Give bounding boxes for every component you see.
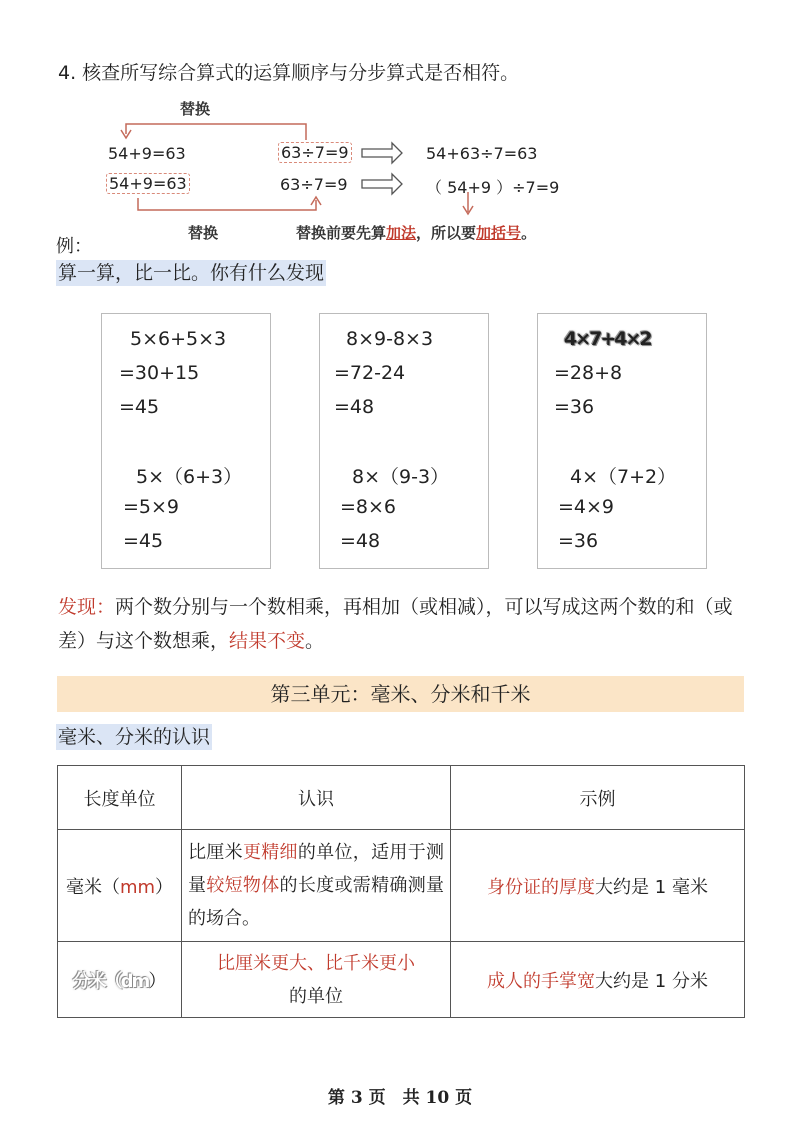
item-4-heading: 4. 核查所写综合算式的运算顺序与分步算式是否相符。	[58, 62, 520, 84]
table-row	[58, 830, 745, 942]
example-cell: 成人的手掌宽大约是 1 分米	[451, 942, 745, 1018]
row2-result-eq: （ 54+9 ）÷7=9	[426, 178, 560, 197]
desc-cell: 比厘米更精细的单位，适用于测量较短物体的长度或需精确测量的场合。	[182, 830, 451, 942]
section-title-compare: 算一算，比一比。你有什么发现	[58, 262, 325, 284]
unit-cell: 毫米（mm）	[58, 830, 182, 942]
calc-box-3: 4×7+4×2 =28+8 =36 4×（7+2） =4×9 =36	[537, 313, 707, 569]
calc-box-2: 8×9-8×3 =72-24 =48 8×（9-3） =8×6 =48	[319, 313, 489, 569]
substitution-diagram	[100, 96, 620, 256]
length-units-table	[57, 765, 745, 1018]
unit-cell: 分米（dm）	[58, 942, 182, 1018]
calc-box-1: 5×6+5×3 =30+15 =45 5×（6+3） =5×9 =45	[101, 313, 271, 569]
example-cell: 身份证的厚度大约是 1 毫米	[451, 830, 745, 942]
table-header-row	[58, 766, 745, 830]
row1-left-eq: 54+9=63	[108, 144, 186, 163]
table-row	[58, 942, 745, 1018]
discovery-paragraph: 发现：两个数分别与一个数相乘，再相加（或相减），可以写成这两个数的和（或差）与这个数想乘，结果不变。	[58, 596, 733, 652]
table-header: 认识	[182, 766, 451, 830]
row1-mid-eq: 63÷7=9	[278, 142, 352, 163]
page-footer: 第 3 页 共 10 页	[327, 1088, 473, 1108]
table-header: 长度单位	[58, 766, 182, 830]
row2-mid-eq: 63÷7=9	[280, 175, 348, 194]
hollow-arrow-icon	[362, 143, 402, 194]
row2-left-eq: 54+9=63	[106, 173, 190, 194]
table-header: 示例	[451, 766, 745, 830]
unit-title-bar: 第三单元：毫米、分米和千米	[57, 676, 744, 712]
top-replace-label: 替换	[180, 100, 211, 118]
example-label: 例：	[56, 236, 92, 257]
desc-cell: 比厘米更大、比千米更小 的单位	[182, 942, 451, 1018]
replace-note: 替换前要先算加法，所以要加括号。	[296, 224, 537, 242]
section-title-units: 毫米、分米的认识	[58, 726, 211, 748]
bottom-replace-label: 替换	[188, 224, 219, 242]
row1-result-eq: 54+63÷7=63	[426, 144, 538, 163]
